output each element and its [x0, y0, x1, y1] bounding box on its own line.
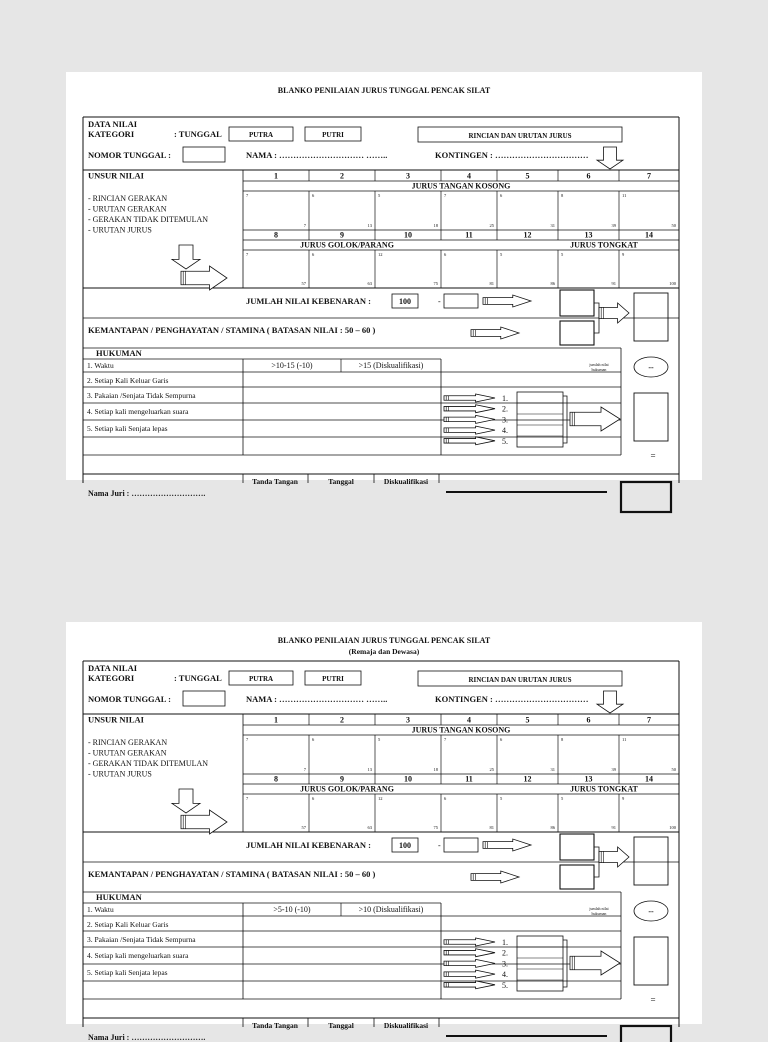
kontingen-down-arrow	[597, 147, 623, 169]
column-number: 4	[467, 715, 471, 725]
jumlah-value: 100	[399, 841, 411, 850]
jumlah-result-box	[560, 834, 594, 860]
cell-end-value: 100	[669, 281, 676, 286]
column-number: 12	[523, 774, 532, 784]
cell-end-value: 25	[489, 223, 494, 228]
column-number: 14	[645, 774, 653, 784]
column-number: 11	[465, 774, 473, 784]
column-number: 2	[340, 715, 344, 725]
cell-start-value: 12	[378, 796, 383, 801]
penalty-number: 2.	[502, 948, 508, 958]
cell-start-value: 7	[444, 737, 447, 742]
cell-end-value: 86	[550, 825, 555, 830]
column-number: 11	[465, 230, 473, 240]
cell-end-value: 63	[367, 825, 372, 830]
kemantapan-label: KEMANTAPAN / PENGHAYATAN / STAMINA ( BATASAN NILAI : 50 – 60 )	[88, 325, 376, 335]
hukuman-label: HUKUMAN	[96, 892, 142, 902]
column-number: 13	[584, 230, 593, 240]
penalty-total-arrow	[570, 951, 620, 975]
form-title: BLANKO PENILAIAN JURUS TUNGGAL PENCAK SILAT	[277, 636, 491, 645]
cell-end-value: 18	[433, 223, 438, 228]
nomor-tunggal-box	[183, 691, 225, 706]
cell-start-value: 7	[444, 193, 447, 198]
penalty-stack-box	[517, 936, 563, 991]
cell-start-value: 9	[622, 796, 625, 801]
kriteria-right-arrow	[181, 810, 227, 834]
jurus-tangan-kosong-label: JURUS TANGAN KOSONG	[411, 181, 511, 191]
column-number: 1	[274, 171, 278, 181]
hukuman-item: 3. Pakaian /Senjata Tidak Sempurna	[87, 935, 196, 944]
hukuman-label: HUKUMAN	[96, 348, 142, 358]
waktu-disqualify: >10 (Diskualifikasi)	[358, 905, 424, 914]
kriteria-item: - URUTAN GERAKAN	[88, 204, 167, 214]
cell-end-value: 86	[550, 281, 555, 286]
penalty-number: 4.	[502, 426, 508, 436]
minus-circle-label: --	[648, 363, 654, 372]
cell-start-value: 5	[561, 796, 564, 801]
kriteria-item: - URUTAN JURUS	[88, 769, 152, 779]
jumlah-result-box	[560, 290, 594, 316]
tanggal-label: Tanggal	[328, 477, 354, 486]
kriteria-item: - RINCIAN GERAKAN	[88, 738, 168, 747]
data-nilai-label: DATA NILAI	[88, 663, 138, 673]
cell-start-value: 7	[246, 193, 249, 198]
column-number: 2	[340, 171, 344, 181]
cell-start-value: 7	[246, 252, 249, 257]
cell-start-value: 5	[561, 252, 564, 257]
nama-field: NAMA : ………………………… ……..	[246, 150, 388, 160]
kriteria-right-arrow	[181, 266, 227, 290]
hukuman-item: 4. Setiap kali mengeluarkan suara	[87, 407, 189, 416]
cell-start-value: 6	[500, 737, 503, 742]
cell-start-value: 6	[312, 252, 315, 257]
cell-end-value: 13	[367, 223, 372, 228]
putri-label: PUTRI	[322, 131, 344, 139]
data-nilai-label: DATA NILAI	[88, 119, 138, 129]
cell-start-value: 12	[378, 252, 383, 257]
cell-start-value: 8	[561, 193, 564, 198]
cell-end-value: 81	[489, 825, 494, 830]
column-number: 10	[404, 230, 412, 240]
minus-circle-label: --	[648, 907, 654, 916]
kriteria-down-arrow	[172, 245, 200, 269]
hukuman-item: 5. Setiap kali Senjata lepas	[87, 968, 168, 977]
cell-end-value: 75	[433, 825, 438, 830]
equals-sign: =	[650, 451, 656, 461]
cell-end-value: 100	[669, 825, 676, 830]
column-number: 9	[340, 774, 344, 784]
cell-end-value: 91	[611, 281, 616, 286]
kategori-label: KATEGORI	[88, 673, 135, 683]
nama-juri-field: Nama Juri : ……………………….	[88, 489, 206, 498]
cell-start-value: 6	[444, 796, 447, 801]
jumlah-nilai-label: JUMLAH NILAI KEBENARAN :	[246, 296, 371, 306]
hukuman-item: 2. Setiap Kali Keluar Garis	[87, 376, 169, 385]
column-number: 7	[647, 715, 651, 725]
putri-label: PUTRI	[322, 675, 344, 683]
kontingen-down-arrow	[597, 691, 623, 713]
kriteria-item: - RINCIAN GERAKAN	[88, 194, 168, 203]
putra-label: PUTRA	[248, 675, 274, 683]
cell-start-value: 11	[622, 193, 627, 198]
form-page-1	[66, 72, 702, 498]
cell-end-value: 13	[367, 767, 372, 772]
penalty-arrow	[444, 426, 495, 434]
penalty-total-arrow	[570, 407, 620, 431]
column-number: 12	[523, 230, 532, 240]
nomor-tunggal-label: NOMOR TUNGGAL :	[88, 150, 171, 160]
cell-end-value: 50	[671, 223, 676, 228]
penalty-arrow	[444, 405, 495, 413]
jurus-golok-label: JURUS GOLOK/PARANG	[300, 240, 394, 250]
column-number: 8	[274, 774, 278, 784]
unsur-nilai-label: UNSUR NILAI	[88, 714, 144, 725]
cell-end-value: 50	[671, 767, 676, 772]
minus-sign: -	[438, 297, 441, 306]
kemantapan-right-arrow	[471, 327, 519, 339]
penalty-arrow	[444, 949, 495, 957]
column-number: 13	[584, 774, 593, 784]
waktu-penalty: >10-15 (-10)	[271, 361, 313, 370]
column-number: 7	[647, 171, 651, 181]
column-number: 1	[274, 715, 278, 725]
column-number: 3	[406, 171, 410, 181]
column-number: 6	[586, 171, 591, 181]
kriteria-item: - GERAKAN TIDAK DITEMULAN	[88, 759, 209, 768]
cell-end-value: 81	[489, 281, 494, 286]
cell-end-value: 75	[433, 281, 438, 286]
penalty-arrow	[444, 437, 495, 445]
cell-end-value: 57	[301, 281, 306, 286]
penalty-total-box	[634, 393, 668, 441]
penalty-total-box	[634, 937, 668, 985]
nama-juri-field: Nama Juri : ……………………….	[88, 1033, 206, 1042]
putra-label: PUTRA	[248, 131, 274, 139]
cell-start-value: 5	[500, 796, 503, 801]
hukuman-item: 2. Setiap Kali Keluar Garis	[87, 920, 169, 929]
kriteria-down-arrow	[172, 789, 200, 813]
diskualifikasi-label: Diskualifikasi	[383, 477, 429, 486]
waktu-penalty: >5-10 (-10)	[273, 905, 311, 914]
cell-start-value: 7	[246, 737, 249, 742]
cell-end-value: 39	[611, 767, 616, 772]
column-number: 4	[467, 171, 471, 181]
cell-start-value: 6	[444, 252, 447, 257]
nomor-tunggal-label: NOMOR TUNGGAL :	[88, 694, 171, 704]
penalty-arrow	[444, 938, 495, 946]
cell-start-value: 5	[378, 737, 381, 742]
total-box	[634, 293, 668, 341]
cell-start-value: 6	[312, 193, 315, 198]
column-number: 5	[525, 171, 530, 181]
cell-end-value: 7	[303, 767, 306, 772]
cell-start-value: 6	[312, 737, 315, 742]
minus-sign: -	[438, 841, 441, 850]
cell-end-value: 31	[550, 223, 555, 228]
cell-start-value: 8	[561, 737, 564, 742]
penalty-number: 3.	[502, 415, 508, 425]
kriteria-item: - GERAKAN TIDAK DITEMULAN	[88, 215, 209, 224]
jumlah-nilai-hukuman-note: hukuman	[591, 911, 607, 916]
cell-start-value: 11	[622, 737, 627, 742]
kemantapan-result-box	[560, 865, 594, 889]
jurus-golok-label: JURUS GOLOK/PARANG	[300, 784, 394, 794]
jurus-tongkat-label: JURUS TONGKAT	[570, 784, 638, 794]
cell-end-value: 25	[489, 767, 494, 772]
jumlah-minus-box	[444, 838, 478, 852]
cell-end-value: 7	[303, 223, 306, 228]
column-number: 10	[404, 774, 412, 784]
waktu-disqualify: >15 (Diskualifikasi)	[358, 361, 424, 370]
cell-start-value: 9	[622, 252, 625, 257]
hukuman-item: 1. Waktu	[87, 361, 114, 370]
cell-end-value: 57	[301, 825, 306, 830]
cell-end-value: 91	[611, 825, 616, 830]
cell-end-value: 63	[367, 281, 372, 286]
hukuman-item: 5. Setiap kali Senjata lepas	[87, 424, 168, 433]
column-number: 3	[406, 715, 410, 725]
column-number: 5	[525, 715, 530, 725]
jumlah-right-arrow	[483, 295, 531, 307]
unsur-nilai-label: UNSUR NILAI	[88, 170, 144, 181]
jumlah-nilai-hukuman-note: jumlah nilai	[589, 906, 609, 911]
kriteria-item: - URUTAN GERAKAN	[88, 748, 167, 758]
cell-start-value: 6	[500, 193, 503, 198]
column-number: 14	[645, 230, 653, 240]
jumlah-right-arrow	[483, 839, 531, 851]
penalty-arrow	[444, 981, 495, 989]
jumlah-nilai-label: JUMLAH NILAI KEBENARAN :	[246, 840, 371, 850]
cell-start-value: 6	[312, 796, 315, 801]
penalty-arrow	[444, 415, 495, 423]
penalty-arrow	[444, 970, 495, 978]
kemantapan-result-box	[560, 321, 594, 345]
hukuman-item: 3. Pakaian /Senjata Tidak Sempurna	[87, 391, 196, 400]
kategori-label: KATEGORI	[88, 129, 135, 139]
penalty-stack-box	[517, 392, 563, 447]
nama-field: NAMA : ………………………… ……..	[246, 694, 388, 704]
rincian-label: RINCIAN DAN URUTAN JURUS	[468, 132, 572, 140]
kontingen-field: KONTINGEN : ……………………………	[435, 150, 589, 160]
column-number: 9	[340, 230, 344, 240]
cell-end-value: 31	[550, 767, 555, 772]
penalty-number: 2.	[502, 404, 508, 414]
equals-sign: =	[650, 995, 656, 1005]
jumlah-nilai-hukuman-note: jumlah nilai	[589, 362, 609, 367]
hukuman-item: 4. Setiap kali mengeluarkan suara	[87, 951, 189, 960]
form-subtitle: (Remaja dan Dewasa)	[348, 647, 420, 656]
jumlah-value: 100	[399, 297, 411, 306]
penalty-number: 1.	[502, 938, 508, 947]
cell-start-value: 7	[246, 796, 249, 801]
penalty-number: 5.	[502, 980, 508, 990]
penalty-number: 1.	[502, 394, 508, 403]
cell-start-value: 5	[500, 252, 503, 257]
form-title: BLANKO PENILAIAN JURUS TUNGGAL PENCAK SILAT	[277, 86, 491, 95]
penalty-number: 5.	[502, 436, 508, 446]
total-box	[634, 837, 668, 885]
cell-end-value: 18	[433, 767, 438, 772]
form-svg	[66, 622, 702, 1042]
kemantapan-label: KEMANTAPAN / PENGHAYATAN / STAMINA ( BATASAN NILAI : 50 – 60 )	[88, 869, 376, 879]
diskualifikasi-label: Diskualifikasi	[383, 1021, 429, 1030]
tanggal-label: Tanggal	[328, 1021, 354, 1030]
jumlah-minus-box	[444, 294, 478, 308]
form-svg	[66, 72, 702, 498]
cell-start-value: 5	[378, 193, 381, 198]
kategori-value: : TUNGGAL	[174, 129, 222, 139]
cell-end-value: 39	[611, 223, 616, 228]
column-number: 6	[586, 715, 591, 725]
jumlah-nilai-hukuman-note: hukuman	[591, 367, 607, 372]
form-page-2	[66, 622, 702, 1042]
penalty-arrow	[444, 394, 495, 402]
tanda-tangan-label: Tanda Tangan	[252, 1021, 298, 1030]
jurus-tangan-kosong-label: JURUS TANGAN KOSONG	[411, 725, 511, 735]
kriteria-item: - URUTAN JURUS	[88, 225, 152, 235]
penalty-number: 4.	[502, 970, 508, 980]
kontingen-field: KONTINGEN : ……………………………	[435, 694, 589, 704]
rincian-label: RINCIAN DAN URUTAN JURUS	[468, 676, 572, 684]
final-score-box	[621, 1026, 671, 1042]
penalty-number: 3.	[502, 959, 508, 969]
penalty-arrow	[444, 959, 495, 967]
jurus-tongkat-label: JURUS TONGKAT	[570, 240, 638, 250]
kategori-value: : TUNGGAL	[174, 673, 222, 683]
tanda-tangan-label: Tanda Tangan	[252, 477, 298, 486]
column-number: 8	[274, 230, 278, 240]
nomor-tunggal-box	[183, 147, 225, 162]
hukuman-item: 1. Waktu	[87, 905, 114, 914]
final-score-box	[621, 482, 671, 512]
kemantapan-right-arrow	[471, 871, 519, 883]
